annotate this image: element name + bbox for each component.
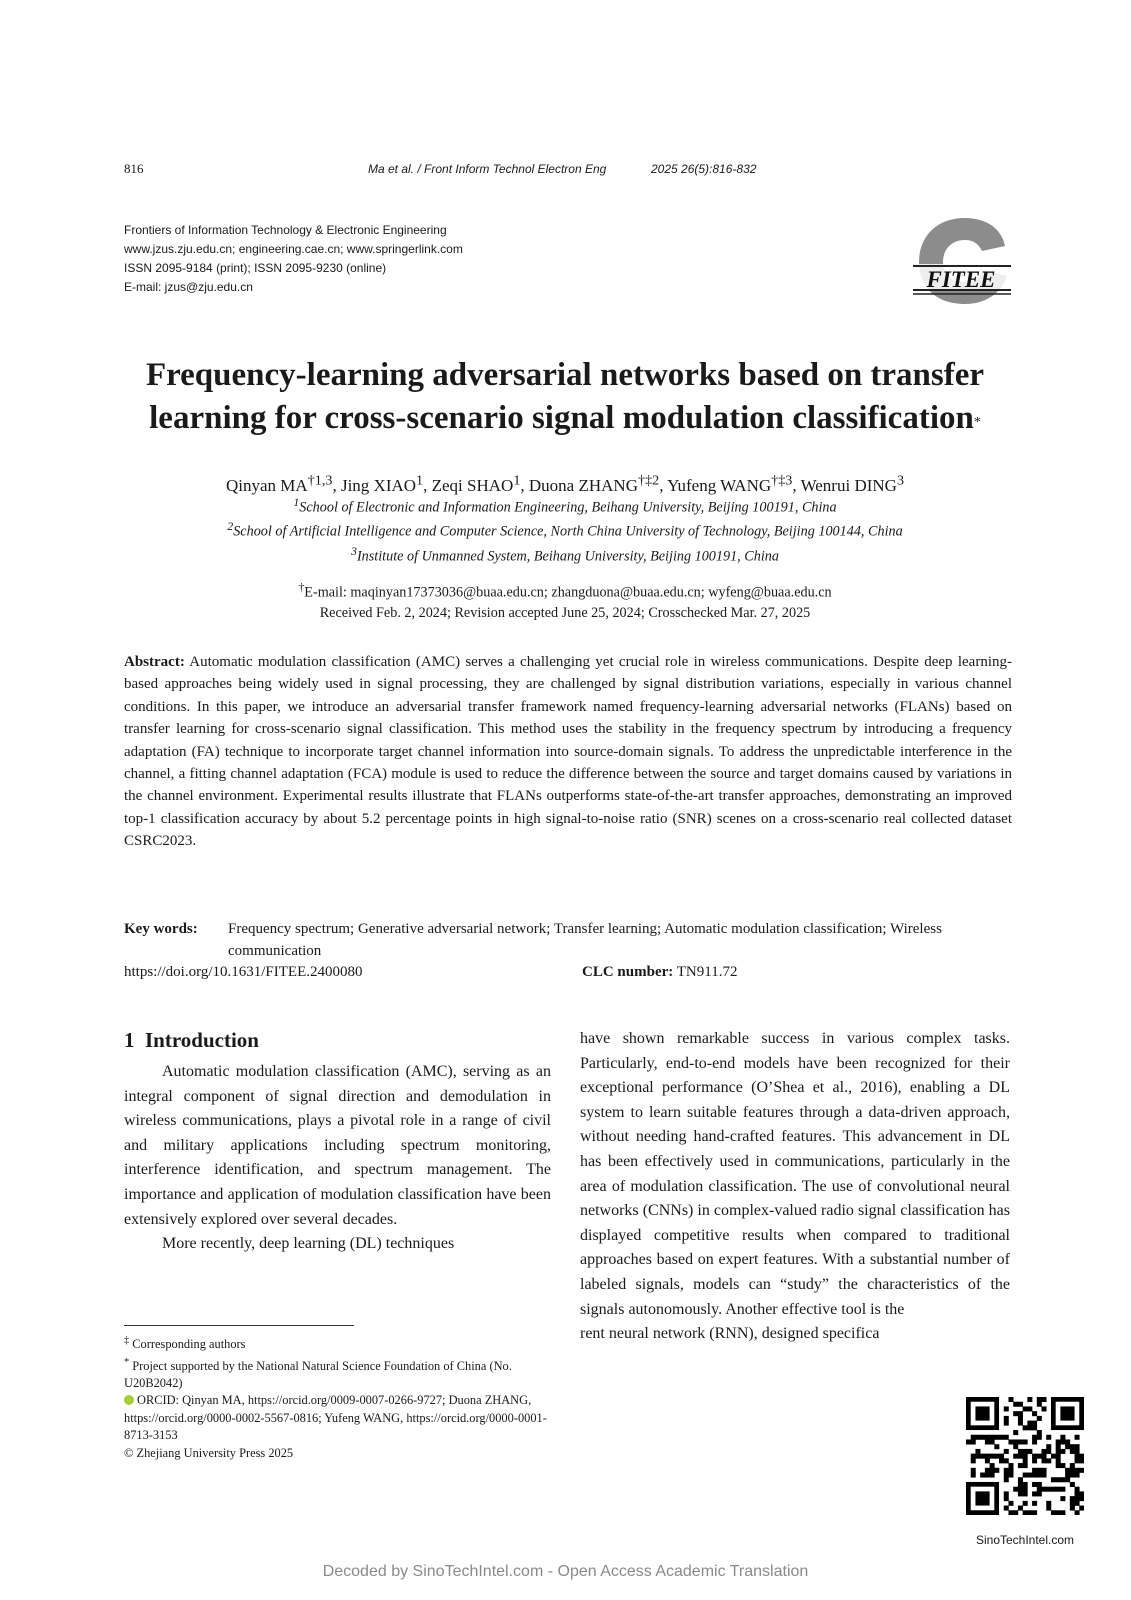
paper-title	[80, 354, 1050, 440]
logo-text: FITEE	[926, 267, 996, 292]
title-footnote-mark: *	[973, 415, 981, 430]
section-heading: 1 Introduction	[124, 1028, 259, 1052]
right-column	[580, 1027, 1010, 1347]
footnote-project: * Project supported by the National Natural Science Foundation of China (No. U20B2042)	[124, 1356, 512, 1391]
footnotes	[124, 1332, 551, 1462]
qr-site-label: SinoTechIntel.com	[975, 1533, 1075, 1547]
footer-banner: Decoded by SinoTechIntel.com - Open Access Academic Translation	[322, 1563, 809, 1580]
clc-number: CLC number: TN911.72	[582, 964, 738, 980]
masthead-issn: ISSN 2095-9184 (print); ISSN 2095-9230 (online)	[124, 261, 387, 275]
right-column-last-line: rent neural network (RNN), designed specifica	[580, 1325, 880, 1343]
title-line-2: learning for cross-scenario signal modulation classification	[149, 400, 974, 436]
masthead-email: E-mail: jzus@zju.edu.cn	[124, 280, 253, 294]
author-list	[80, 472, 1050, 496]
received-dates: Received Feb. 2, 2024; Revision accepted June 25, 2024; Crosschecked Mar. 27, 2025	[319, 605, 811, 621]
keywords-text: Frequency spectrum; Generative adversarial network; Transfer learning; Automatic modulation classification; Wireless communication	[228, 921, 942, 960]
footnote-orcid: ORCID: Qinyan MA, https://orcid.org/0009-0007-0266-9727; Duona ZHANG, https://orcid.org/0000-0002-5567-0816; Yufeng WANG, https://orcid.org/0000-0001-8713-3153	[124, 1393, 547, 1443]
author: Duona ZHANG$^{\dagger\ddagger 2}$,	[528, 472, 668, 495]
abstract	[124, 651, 1012, 853]
orcid-icon	[124, 1395, 134, 1405]
affiliation-2: $^2$School of Artificial Intelligence and Computer Science, North China University of Technology, Beijing 100144, China	[227, 519, 903, 540]
doi-link[interactable]: https://doi.org/10.1631/FITEE.2400080	[124, 964, 363, 980]
author-emails: †E-mail: maqinyan17373036@buaa.edu.cn; zhangduona@buaa.edu.cn; wyfeng@buaa.edu.cn	[298, 580, 832, 601]
footnote-corresponding: ‡ Corresponding authors	[124, 1335, 246, 1352]
author: Yufeng WANG$^{\dagger\ddagger 3}$,	[667, 472, 801, 495]
footnote-rule	[124, 1325, 354, 1326]
masthead-journal-name: Frontiers of Information Technology & Electronic Engineering	[124, 223, 447, 237]
left-column	[124, 1060, 551, 1257]
qr-code-icon[interactable]	[966, 1397, 1084, 1515]
intro-paragraph-2: More recently, deep learning (DL) techniques	[162, 1235, 455, 1253]
keywords-label: Key words:	[124, 921, 198, 937]
journal-masthead	[124, 221, 644, 297]
affiliation-1: $^1$School of Electronic and Information Engineering, Beihang University, Beijing 100191, China	[293, 495, 837, 516]
author: Zeqi SHAO$^1$,	[431, 472, 529, 495]
journal-citation: Ma et al. / Front Inform Technol Electron Eng	[368, 162, 607, 176]
volume-citation: 2025 26(5):816-832	[651, 162, 757, 176]
author: Jing XIAO$^1$,	[340, 472, 432, 495]
page-number: 816	[124, 161, 144, 176]
abstract-text: Automatic modulation classification (AMC) serves a challenging yet crucial role in wireless communications. Despite deep learning-based approaches being widely used in signal processing, they are challenged by signal distribution variations, especially in various channel conditions. In this paper, we introduce an adversarial transfer framework named frequency-learning adversarial networks (FLANs) based on transfer learning for cross-scenario signal classification. This method uses the stability in the frequency spectrum by introducing a frequency adaptation (FA) technique to incorporate target channel information into source-domain signals. To address the unpredictable interference in the channel, a fitting channel adaptation (FCA) module is used to reduce the difference between the source and target domains caused by variations in the channel environment. Experimental results illustrate that FLANs outperforms state-of-the-art transfer approaches, demonstrating an improved top-1 classification accuracy by about 5.2 percentage points in high signal-to-noise ratio (SNR) scenes on a cross-scenario real collected dataset CSRC2023.	[124, 654, 1012, 850]
running-head	[124, 161, 769, 181]
masthead-websites: www.jzus.zju.edu.cn; engineering.cae.cn; www.springerlink.com	[124, 242, 463, 256]
author: Wenrui DING$^3$	[800, 472, 905, 495]
intro-paragraph-1: Automatic modulation classification (AMC), serving as an integral component of signal direction and demodulation in wireless communications, plays a pivotal role in a range of civil and military applications including spectrum monitoring, interference identification, and spectrum management. The importance and application of modulation classification have been extensively explored over several decades.	[124, 1063, 551, 1228]
footnote-copyright: © Zhejiang University Press 2025	[124, 1445, 294, 1460]
author: Qinyan MA$^{\dagger 1,3}$,	[225, 472, 341, 495]
title-line-1: Frequency-learning adversarial networks based on transfer	[145, 357, 985, 393]
right-column-text: have shown remarkable success in various complex tasks. Particularly, end-to-end models have been recognized for their exceptional performance (O’Shea et al., 2016), enabling a DL system to learn suitable features through a data-driven approach, without needing hand-crafted features. This advancement in DL has been effectively used in communications, particularly in the area of modulation classification. The use of convolutional neural networks (CNNs) in complex-valued radio signal classification has displayed competitive results when compared to traditional approaches based on expert features. With a substantial number of labeled signals, models can “study” the characteristics of the signals autonomously. Another effective tool is the	[580, 1030, 1010, 1318]
abstract-label: Abstract:	[124, 654, 185, 670]
affiliation-3: $^3$Institute of Unmanned System, Beihang University, Beijing 100191, China	[351, 544, 779, 565]
fitee-logo-icon	[913, 218, 1011, 304]
